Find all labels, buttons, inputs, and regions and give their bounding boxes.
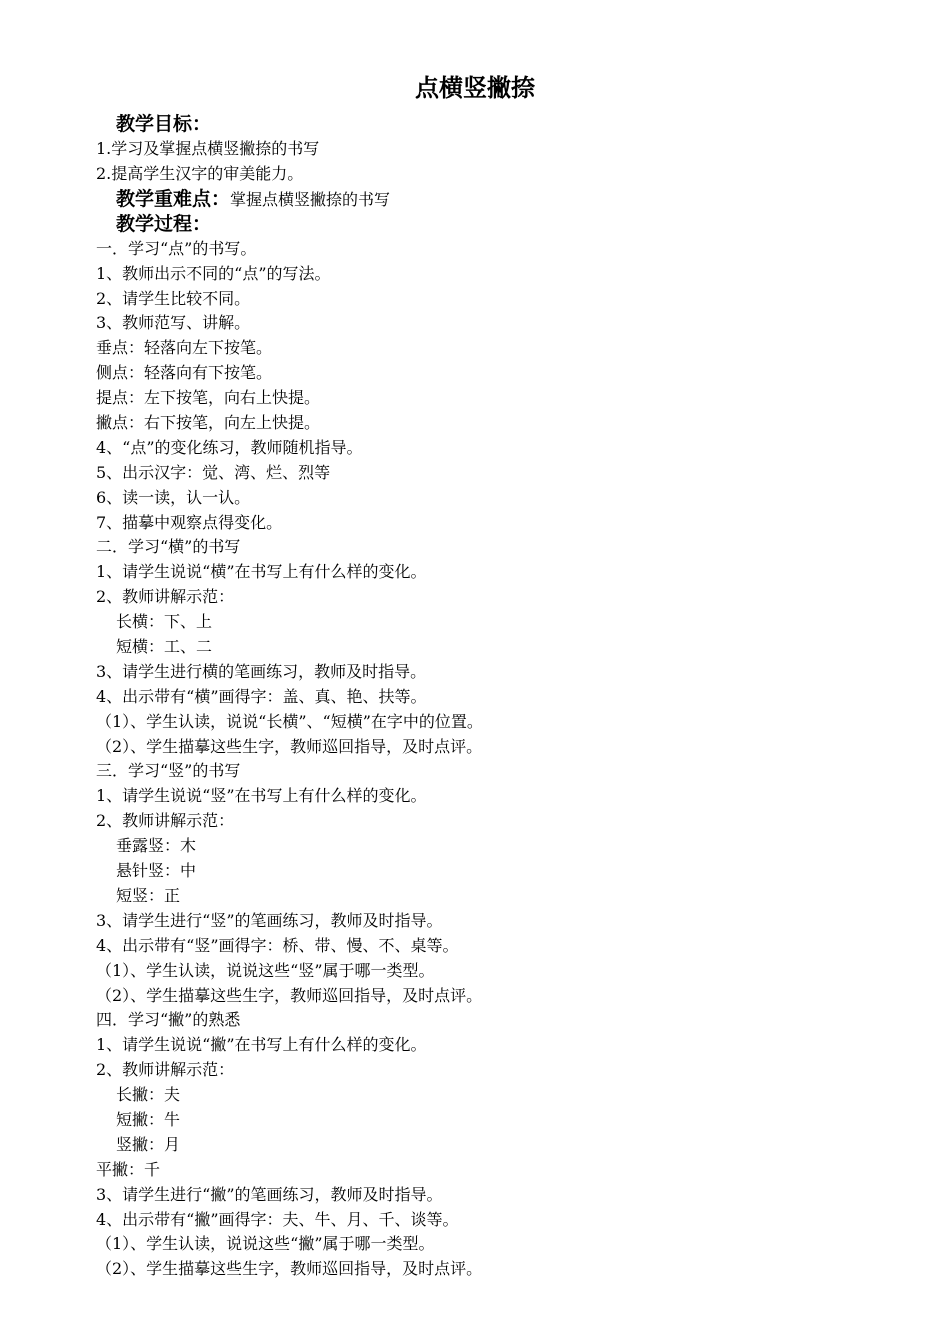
process-line: 3、请学生进行横的笔画练习，教师及时指导。 xyxy=(96,661,427,681)
process-line: 3、教师范写、讲解。 xyxy=(96,313,251,333)
process-line: 长横：下、上 xyxy=(116,612,213,632)
objective-item: 1.学习及掌握点横竖撇捺的书写 xyxy=(96,139,320,158)
process-line: 短撇：牛 xyxy=(116,1109,181,1129)
difficulty-line xyxy=(96,187,916,212)
process-line: 2、教师讲解示范： xyxy=(96,1060,235,1080)
process-line: 二．学习“横”的书写 xyxy=(96,537,241,557)
process-line: （2）、学生描摹这些生字，教师巡回指导，及时点评。 xyxy=(96,985,483,1005)
process-line: 2、请学生比较不同。 xyxy=(96,288,251,308)
document-body xyxy=(96,112,916,1282)
process-heading: 教学过程： xyxy=(116,212,212,235)
difficulty-heading: 教学重难点： xyxy=(116,187,231,210)
process-line: 竖撇：月 xyxy=(116,1134,181,1154)
process-line: 侧点：轻落向有下按笔。 xyxy=(96,363,273,383)
process-line: 1、请学生说说“竖”在书写上有什么样的变化。 xyxy=(96,786,427,806)
process-line: 1、教师出示不同的“点”的写法。 xyxy=(96,263,331,283)
process-heading-line xyxy=(96,212,916,237)
process-line: （2）、学生描摹这些生字，教师巡回指导，及时点评。 xyxy=(96,1259,483,1279)
process-line: 1、请学生说说“撇”在书写上有什么样的变化。 xyxy=(96,1035,427,1055)
process-line: 3、请学生进行“竖”的笔画练习，教师及时指导。 xyxy=(96,910,443,930)
process-line: 2、教师讲解示范： xyxy=(96,587,235,607)
process-line: 2、教师讲解示范： xyxy=(96,811,235,831)
process-line: 4、出示带有“撇”画得字：夫、牛、月、千、谈等。 xyxy=(96,1209,459,1229)
process-line: 垂露竖：木 xyxy=(116,836,197,856)
process-line: 三．学习“竖”的书写 xyxy=(96,761,241,781)
objectives-heading: 教学目标： xyxy=(116,113,212,135)
objective-item: 2.提高学生汉字的审美能力。 xyxy=(96,163,304,183)
process-line: （1）、学生认读，说说“长横”、“短横”在字中的位置。 xyxy=(96,711,483,731)
process-line: 平撇：千 xyxy=(96,1159,161,1179)
difficulty-text: 掌握点横竖撇捺的书写 xyxy=(230,189,391,209)
process-line: 提点：左下按笔，向右上快提。 xyxy=(96,388,321,408)
process-line: 4、出示带有“横”画得字：盖、真、艳、扶等。 xyxy=(96,686,427,706)
process-line: 3、请学生进行“撇”的笔画练习，教师及时指导。 xyxy=(96,1184,443,1204)
process-line: 短竖：正 xyxy=(116,885,181,905)
process-line: 4、出示带有“竖”画得字：桥、带、慢、不、桌等。 xyxy=(96,935,459,955)
process-line: 6、读一读，认一认。 xyxy=(96,487,251,507)
process-line: （2）、学生描摹这些生字，教师巡回指导，及时点评。 xyxy=(96,736,483,756)
process-line: （1）、学生认读，说说这些“撇”属于哪一类型。 xyxy=(96,1234,435,1254)
process-line: 四．学习“撇”的熟悉 xyxy=(96,1010,241,1030)
process-line: 垂点：轻落向左下按笔。 xyxy=(96,338,273,358)
process-line: 悬针竖：中 xyxy=(116,861,197,881)
objectives-heading-line xyxy=(96,112,916,137)
process-line: 5、出示汉字：觉、湾、烂、烈等 xyxy=(96,462,331,482)
process-line: （1）、学生认读，说说这些“竖”属于哪一类型。 xyxy=(96,960,435,980)
process-line: 一．学习“点”的书写。 xyxy=(96,238,257,258)
process-line: 1、请学生说说“横”在书写上有什么样的变化。 xyxy=(96,562,427,582)
process-line: 撇点：右下按笔，向左上快提。 xyxy=(96,413,321,433)
process-line: 7、描摹中观察点得变化。 xyxy=(96,512,283,532)
document-title: 点横竖撇捺 xyxy=(415,74,535,102)
process-line: 短横：工、二 xyxy=(116,637,213,657)
process-line: 长撇：夫 xyxy=(116,1085,181,1105)
process-line: 4、“点”的变化练习，教师随机指导。 xyxy=(96,437,363,457)
